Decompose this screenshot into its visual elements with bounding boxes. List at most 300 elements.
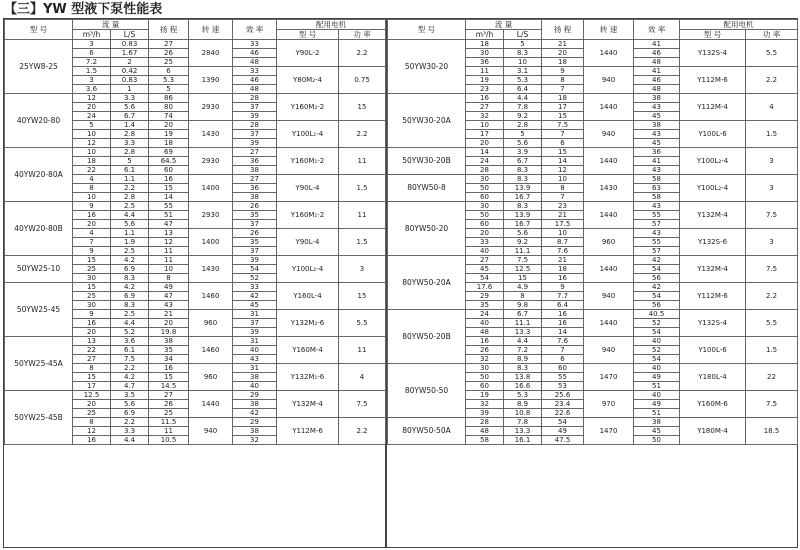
head-cell: 27 xyxy=(149,40,189,49)
power-cell: 7.5 xyxy=(339,391,386,418)
flow-ls-cell: 8.3 xyxy=(504,175,542,184)
head-cell: 26 xyxy=(149,400,189,409)
flow-ls-cell: 5.6 xyxy=(504,229,542,238)
motor-type-cell: Y160M₂-2 xyxy=(277,94,339,121)
flow-ls-cell: 2.8 xyxy=(111,130,149,139)
head-cell: 7 xyxy=(542,346,584,355)
right-performance-table-panel xyxy=(386,18,798,548)
flow-ls-cell: 6.9 xyxy=(111,292,149,301)
head-cell: 11 xyxy=(149,256,189,265)
model-cell: 80YW50-20A xyxy=(388,256,466,310)
speed-cell: 2930 xyxy=(189,202,233,229)
right-performance-table xyxy=(387,19,798,445)
head-cell: 17.5 xyxy=(542,220,584,229)
efficiency-cell: 48 xyxy=(634,58,680,67)
flow-m3h-cell: 48 xyxy=(466,328,504,337)
flow-m3h-cell: 40 xyxy=(466,319,504,328)
motor-type-cell: Y90L-2 xyxy=(277,40,339,67)
flow-ls-cell: 5.3 xyxy=(504,76,542,85)
head-cell: 23.4 xyxy=(542,400,584,409)
speed-cell: 1440 xyxy=(584,148,634,175)
flow-ls-cell: 13.8 xyxy=(504,373,542,382)
flow-ls-cell: 8.3 xyxy=(504,202,542,211)
head-cell: 8.7 xyxy=(542,238,584,247)
efficiency-cell: 48 xyxy=(634,85,680,94)
flow-ls-cell: 6.1 xyxy=(111,346,149,355)
efficiency-cell: 39 xyxy=(233,256,277,265)
flow-m3h-cell: 16 xyxy=(466,94,504,103)
efficiency-cell: 43 xyxy=(634,130,680,139)
flow-ls-cell: 6.7 xyxy=(111,112,149,121)
flow-ls-cell: 1.9 xyxy=(111,238,149,247)
model-cell: 80YW50-8 xyxy=(388,175,466,202)
head-cell: 8 xyxy=(542,76,584,85)
flow-m3h-cell: 20 xyxy=(73,220,111,229)
efficiency-cell: 36 xyxy=(634,148,680,157)
table-row xyxy=(5,94,386,103)
head-cell: 12 xyxy=(149,238,189,247)
head-cell: 6 xyxy=(542,355,584,364)
head-cell: 10 xyxy=(149,265,189,274)
head-cell: 6 xyxy=(149,67,189,76)
efficiency-cell: 38 xyxy=(634,94,680,103)
motor-type-cell: Y100L₂-4 xyxy=(680,148,746,175)
flow-m3h-cell: 19 xyxy=(466,391,504,400)
efficiency-cell: 26 xyxy=(233,229,277,238)
speed-cell: 960 xyxy=(584,229,634,256)
head-cell: 16 xyxy=(149,175,189,184)
efficiency-cell: 58 xyxy=(634,193,680,202)
efficiency-cell: 40 xyxy=(634,391,680,400)
table-row xyxy=(388,202,798,211)
efficiency-cell: 51 xyxy=(634,382,680,391)
head-cell: 10 xyxy=(542,175,584,184)
flow-m3h-cell: 20 xyxy=(466,139,504,148)
motor-type-cell: Y112M-6 xyxy=(680,283,746,310)
flow-m3h-cell: 10 xyxy=(73,130,111,139)
efficiency-cell: 37 xyxy=(233,220,277,229)
power-header: 功 率 xyxy=(339,30,386,40)
flow-m3h-cell: 12.5 xyxy=(73,391,111,400)
head-cell: 5.3 xyxy=(149,76,189,85)
efficiency-cell: 37 xyxy=(233,130,277,139)
flow-ls-cell: 7.2 xyxy=(504,346,542,355)
table-row xyxy=(388,256,798,265)
flow-ls-cell: 9.8 xyxy=(504,301,542,310)
flow-ls-cell: 16.7 xyxy=(504,220,542,229)
motor-type-cell: Y160L-4 xyxy=(277,283,339,310)
motor-type-cell: Y180M-4 xyxy=(680,418,746,445)
efficiency-cell: 36 xyxy=(233,157,277,166)
flow-ls-cell: 8.9 xyxy=(504,355,542,364)
efficiency-cell: 33 xyxy=(233,67,277,76)
flow-ls-cell: 1.4 xyxy=(111,121,149,130)
flow-m3h-cell: 60 xyxy=(466,382,504,391)
efficiency-cell: 31 xyxy=(233,310,277,319)
flow-m3h-cell: 10 xyxy=(466,121,504,130)
efficiency-cell: 38 xyxy=(233,166,277,175)
motor-type-cell: Y80M₂-4 xyxy=(277,67,339,94)
head-cell: 47.5 xyxy=(542,436,584,445)
motor-type-cell: Y100L₂-4 xyxy=(680,175,746,202)
flow-m3h-cell: 60 xyxy=(466,193,504,202)
flow-m3h-cell: 16 xyxy=(466,337,504,346)
left-performance-table xyxy=(4,19,386,445)
flow-m3h-cell: 30 xyxy=(73,301,111,310)
flow-m3h-cell: 18 xyxy=(466,40,504,49)
flow-ls-cell: 5.6 xyxy=(111,400,149,409)
efficiency-cell: 41 xyxy=(634,67,680,76)
motor-type-cell: Y132S-4 xyxy=(680,310,746,337)
head-cell: 25.6 xyxy=(542,391,584,400)
efficiency-cell: 37 xyxy=(233,319,277,328)
flow-m3h-cell: 27 xyxy=(73,355,111,364)
head-cell: 53 xyxy=(542,382,584,391)
motor-header: 配用电机 xyxy=(680,20,798,30)
head-cell: 7.5 xyxy=(542,121,584,130)
motor-type-header: 型 号 xyxy=(680,30,746,40)
flow-m3h-cell: 24 xyxy=(73,112,111,121)
head-cell: 60 xyxy=(149,166,189,175)
head-cell: 86 xyxy=(149,94,189,103)
efficiency-header: 效 率 xyxy=(233,20,277,40)
head-cell: 5 xyxy=(149,85,189,94)
efficiency-cell: 55 xyxy=(634,211,680,220)
flow-ls-cell: 2.5 xyxy=(111,310,149,319)
speed-cell: 1390 xyxy=(189,67,233,94)
speed-cell: 970 xyxy=(584,391,634,418)
flow-m3h-cell: 24 xyxy=(466,157,504,166)
model-cell: 40YW20-80A xyxy=(5,148,73,202)
flow-ls-cell: 8.9 xyxy=(504,400,542,409)
flow-ls-cell: 10 xyxy=(504,58,542,67)
flow-m3h-cell: 9 xyxy=(73,202,111,211)
efficiency-cell: 56 xyxy=(634,301,680,310)
head-cell: 10 xyxy=(542,229,584,238)
flow-ls-cell: 4.2 xyxy=(111,373,149,382)
flow-ls-cell: 11.1 xyxy=(504,319,542,328)
flow-ls-cell: 3.3 xyxy=(111,94,149,103)
flow-ls-cell: 1.1 xyxy=(111,175,149,184)
model-cell: 25YW8-25 xyxy=(5,40,73,94)
efficiency-cell: 54 xyxy=(634,328,680,337)
power-cell: 7.5 xyxy=(746,202,798,229)
flow-m3h-cell: 7.2 xyxy=(73,58,111,67)
speed-cell: 1440 xyxy=(584,202,634,229)
head-cell: 54 xyxy=(542,418,584,427)
flow-ls-cell: 4.2 xyxy=(111,256,149,265)
model-cell: 50YW30-20A xyxy=(388,94,466,148)
model-header: 型 号 xyxy=(5,20,73,40)
head-header: 扬 程 xyxy=(149,20,189,40)
speed-cell: 1440 xyxy=(584,94,634,121)
flow-m3h-cell: 3 xyxy=(73,40,111,49)
speed-header: 转 速 xyxy=(584,20,634,40)
table-row xyxy=(388,40,798,49)
efficiency-cell: 29 xyxy=(233,418,277,427)
flow-m3h-cell: 30 xyxy=(466,49,504,58)
power-cell: 22 xyxy=(746,364,798,391)
efficiency-cell: 46 xyxy=(634,76,680,85)
flow-m3h-header: m³/h xyxy=(73,30,111,40)
efficiency-cell: 32 xyxy=(233,436,277,445)
flow-ls-cell: 4.4 xyxy=(111,319,149,328)
efficiency-cell: 49 xyxy=(634,400,680,409)
flow-ls-header: L/S xyxy=(111,30,149,40)
speed-header: 转 速 xyxy=(189,20,233,40)
head-cell: 20 xyxy=(149,319,189,328)
head-cell: 11.5 xyxy=(149,418,189,427)
head-cell: 19.8 xyxy=(149,328,189,337)
efficiency-cell: 57 xyxy=(634,220,680,229)
flow-m3h-cell: 9 xyxy=(73,247,111,256)
flow-ls-cell: 5.6 xyxy=(504,139,542,148)
model-cell: 50YW30-20B xyxy=(388,148,466,175)
head-cell: 7.6 xyxy=(542,337,584,346)
model-cell: 40YW20-80B xyxy=(5,202,73,256)
head-cell: 12 xyxy=(542,166,584,175)
head-cell: 55 xyxy=(149,202,189,211)
head-cell: 7 xyxy=(542,85,584,94)
flow-ls-cell: 2.8 xyxy=(111,148,149,157)
efficiency-cell: 43 xyxy=(634,166,680,175)
flow-m3h-cell: 9 xyxy=(73,310,111,319)
power-cell: 7.5 xyxy=(746,391,798,418)
left-performance-table-panel xyxy=(3,18,386,548)
model-cell: 50YW25-45A xyxy=(5,337,73,391)
flow-m3h-cell: 6 xyxy=(73,49,111,58)
flow-m3h-cell: 50 xyxy=(466,211,504,220)
speed-cell: 1440 xyxy=(584,40,634,67)
flow-m3h-cell: 20 xyxy=(73,328,111,337)
efficiency-cell: 58 xyxy=(634,175,680,184)
head-cell: 11 xyxy=(149,247,189,256)
efficiency-cell: 52 xyxy=(233,274,277,283)
motor-type-cell: Y132M₂-6 xyxy=(277,310,339,337)
motor-type-cell: Y112M-6 xyxy=(277,418,339,445)
power-cell: 15 xyxy=(339,94,386,121)
flow-ls-cell: 4.9 xyxy=(504,283,542,292)
head-cell: 8 xyxy=(149,274,189,283)
efficiency-cell: 27 xyxy=(233,175,277,184)
head-cell: 69 xyxy=(149,148,189,157)
motor-type-header: 型 号 xyxy=(277,30,339,40)
efficiency-cell: 42 xyxy=(634,256,680,265)
table-row xyxy=(388,175,798,184)
flow-m3h-cell: 16 xyxy=(73,211,111,220)
efficiency-cell: 46 xyxy=(233,76,277,85)
flow-m3h-cell: 40 xyxy=(466,247,504,256)
motor-type-cell: Y180L-4 xyxy=(680,364,746,391)
flow-ls-cell: 9.2 xyxy=(504,112,542,121)
right-table-body xyxy=(388,40,798,445)
head-cell: 13 xyxy=(149,229,189,238)
efficiency-cell: 56 xyxy=(634,274,680,283)
efficiency-cell: 29 xyxy=(233,391,277,400)
flow-m3h-cell: 15 xyxy=(73,256,111,265)
efficiency-cell: 28 xyxy=(233,94,277,103)
efficiency-cell: 33 xyxy=(233,283,277,292)
model-cell: 80YW50-20 xyxy=(388,202,466,256)
power-cell: 3 xyxy=(339,256,386,283)
efficiency-cell: 31 xyxy=(233,364,277,373)
efficiency-cell: 35 xyxy=(233,211,277,220)
efficiency-cell: 43 xyxy=(634,229,680,238)
efficiency-cell: 39 xyxy=(233,139,277,148)
efficiency-cell: 51 xyxy=(634,409,680,418)
motor-type-cell: Y132S-6 xyxy=(680,229,746,256)
flow-m3h-cell: 50 xyxy=(466,373,504,382)
efficiency-cell: 43 xyxy=(634,103,680,112)
efficiency-cell: 45 xyxy=(634,112,680,121)
left-table-body xyxy=(5,40,386,445)
head-cell: 27 xyxy=(149,391,189,400)
head-cell: 21 xyxy=(542,256,584,265)
efficiency-cell: 43 xyxy=(634,202,680,211)
efficiency-cell: 26 xyxy=(233,202,277,211)
flow-ls-cell: 6.9 xyxy=(111,409,149,418)
flow-ls-cell: 7.8 xyxy=(504,103,542,112)
efficiency-cell: 57 xyxy=(634,247,680,256)
power-cell: 3 xyxy=(746,148,798,175)
model-cell: 80YW50-50 xyxy=(388,364,466,418)
flow-ls-cell: 6.7 xyxy=(504,157,542,166)
motor-type-cell: Y132M-4 xyxy=(680,256,746,283)
flow-ls-cell: 2.8 xyxy=(504,121,542,130)
efficiency-cell: 43 xyxy=(233,355,277,364)
flow-ls-cell: 2.2 xyxy=(111,364,149,373)
head-cell: 15 xyxy=(149,184,189,193)
flow-ls-cell: 12.5 xyxy=(504,265,542,274)
efficiency-cell: 37 xyxy=(233,247,277,256)
flow-ls-cell: 5 xyxy=(504,130,542,139)
flow-m3h-cell: 17 xyxy=(73,382,111,391)
head-cell: 16 xyxy=(542,310,584,319)
motor-type-cell: Y100L-6 xyxy=(680,337,746,364)
flow-m3h-cell: 17 xyxy=(466,130,504,139)
flow-ls-cell: 3.3 xyxy=(111,427,149,436)
head-cell: 11 xyxy=(149,427,189,436)
flow-m3h-cell: 3 xyxy=(73,76,111,85)
flow-m3h-cell: 13 xyxy=(73,337,111,346)
table-row xyxy=(388,418,798,427)
table-row xyxy=(5,256,386,265)
flow-ls-cell: 4.4 xyxy=(504,94,542,103)
efficiency-cell: 41 xyxy=(634,40,680,49)
efficiency-cell: 40 xyxy=(634,337,680,346)
flow-m3h-cell: 27 xyxy=(466,103,504,112)
motor-type-cell: Y160M-6 xyxy=(680,391,746,418)
motor-type-cell: Y90L-4 xyxy=(277,229,339,256)
head-cell: 6.4 xyxy=(542,301,584,310)
head-cell: 74 xyxy=(149,112,189,121)
flow-ls-cell: 5.6 xyxy=(111,220,149,229)
flow-m3h-cell: 11 xyxy=(466,67,504,76)
efficiency-cell: 55 xyxy=(634,238,680,247)
efficiency-cell: 45 xyxy=(634,427,680,436)
flow-ls-cell: 2.5 xyxy=(111,247,149,256)
efficiency-cell: 40 xyxy=(634,364,680,373)
motor-type-cell: Y160M₁-2 xyxy=(277,148,339,175)
head-cell: 15 xyxy=(542,112,584,121)
speed-cell: 1440 xyxy=(584,310,634,337)
efficiency-cell: 54 xyxy=(634,355,680,364)
speed-cell: 1460 xyxy=(189,337,233,364)
flow-ls-cell: 5 xyxy=(111,157,149,166)
head-header: 扬 程 xyxy=(542,20,584,40)
flow-ls-cell: 8 xyxy=(504,292,542,301)
motor-type-cell: Y160M₁-2 xyxy=(277,202,339,229)
flow-ls-cell: 3.9 xyxy=(504,148,542,157)
efficiency-cell: 38 xyxy=(233,427,277,436)
flow-ls-cell: 8.3 xyxy=(111,301,149,310)
head-cell: 64.5 xyxy=(149,157,189,166)
flow-m3h-cell: 33 xyxy=(466,238,504,247)
flow-ls-cell: 5.3 xyxy=(504,391,542,400)
power-cell: 2.2 xyxy=(339,40,386,67)
speed-cell: 2840 xyxy=(189,40,233,67)
flow-m3h-cell: 32 xyxy=(466,400,504,409)
head-cell: 21 xyxy=(542,211,584,220)
efficiency-cell: 52 xyxy=(634,319,680,328)
speed-cell: 1400 xyxy=(189,175,233,202)
efficiency-cell: 45 xyxy=(634,139,680,148)
flow-ls-cell: 0.83 xyxy=(111,40,149,49)
power-cell: 11 xyxy=(339,337,386,364)
speed-cell: 1440 xyxy=(584,256,634,283)
motor-type-cell: Y112M-6 xyxy=(680,67,746,94)
efficiency-cell: 40 xyxy=(233,382,277,391)
efficiency-cell: 49 xyxy=(634,373,680,382)
head-cell: 38 xyxy=(149,337,189,346)
flow-m3h-cell: 17.6 xyxy=(466,283,504,292)
flow-m3h-cell: 28 xyxy=(466,166,504,175)
power-cell: 1.5 xyxy=(339,229,386,256)
flow-header: 流 量 xyxy=(466,20,542,30)
speed-cell: 940 xyxy=(584,121,634,148)
flow-m3h-cell: 54 xyxy=(466,274,504,283)
efficiency-cell: 42 xyxy=(634,283,680,292)
model-header: 型 号 xyxy=(388,20,466,40)
head-cell: 43 xyxy=(149,301,189,310)
efficiency-cell: 38 xyxy=(233,193,277,202)
head-cell: 14 xyxy=(542,328,584,337)
efficiency-cell: 54 xyxy=(634,265,680,274)
flow-header: 流 量 xyxy=(73,20,149,30)
flow-ls-cell: 8.3 xyxy=(504,364,542,373)
table-row xyxy=(5,40,386,49)
flow-m3h-cell: 24 xyxy=(466,310,504,319)
flow-ls-header: L/S xyxy=(504,30,542,40)
flow-m3h-cell: 36 xyxy=(466,58,504,67)
efficiency-cell: 39 xyxy=(233,112,277,121)
motor-type-cell: Y100L₁-4 xyxy=(277,121,339,148)
flow-m3h-cell: 14 xyxy=(466,148,504,157)
power-cell: 5.5 xyxy=(746,40,798,67)
efficiency-cell: 27 xyxy=(233,148,277,157)
head-cell: 25 xyxy=(149,58,189,67)
efficiency-cell: 40.5 xyxy=(634,310,680,319)
flow-m3h-cell: 19 xyxy=(466,76,504,85)
flow-m3h-cell: 20 xyxy=(73,400,111,409)
flow-ls-cell: 7.5 xyxy=(504,256,542,265)
model-cell: 40YW20-80 xyxy=(5,94,73,148)
flow-ls-cell: 3.6 xyxy=(111,337,149,346)
flow-ls-cell: 3.3 xyxy=(111,139,149,148)
efficiency-cell: 45 xyxy=(233,301,277,310)
speed-cell: 1460 xyxy=(189,283,233,310)
motor-header: 配用电机 xyxy=(277,20,386,30)
